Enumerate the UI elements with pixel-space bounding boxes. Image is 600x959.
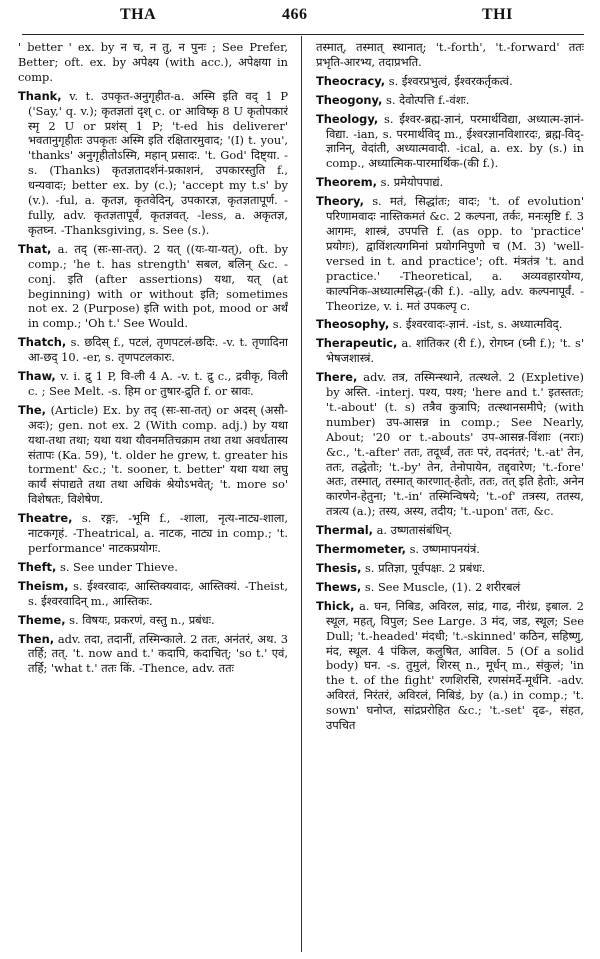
entry-headword: Thatch, [18, 335, 67, 350]
entry-definition: (Article) Ex. by तद् (सः-सा-तत्) or अदस् (असौ-अदः); gen. not ex. 2 (With comp. adj.) by यथा यथा-तथा तथा; यथा यथा यौवनमतिचक्राम तथा तथा अवर्धतास्य संतापः (Ka. 59), 't. older he grew, t. greater his torment' &c.; 't. sooner, t. better' यथा यथा लघु कार्यं संपाद्यते तथा तथा अधिकं श्रेयोऽभवेत्; 't. more so' विशेषतः, विशेषेण. [28, 402, 288, 507]
entry-headword: Theme, [18, 612, 66, 627]
entry-definition: तस्मात्, तस्मात् स्थानात्; 't.-forth', 't.-forward' ततः प्रभृति-आरभ्य, तदाप्रभति. [316, 40, 584, 69]
entry-definition: s. उष्णमापनयंत्रं. [409, 542, 480, 557]
entry-definition: s. See under Thieve. [59, 559, 178, 574]
continued-entry [18, 40, 288, 85]
dictionary-entry [316, 599, 584, 733]
header-rule [22, 34, 584, 35]
dictionary-entry [316, 370, 584, 519]
entry-headword: Thermal, [316, 523, 374, 538]
entry-headword: Thaw, [18, 369, 56, 384]
column-divider [301, 36, 302, 952]
entry-headword: Thermometer, [316, 542, 406, 557]
dictionary-entry [316, 317, 584, 332]
entry-headword: Theism, [18, 578, 69, 593]
entry-headword: That, [18, 241, 52, 256]
left-column [18, 40, 288, 952]
entry-headword: Theogony, [316, 92, 383, 107]
entry-definition: s. ईश्वरवादः-ज्ञानं. -ist, s. अध्यात्मविद्. [392, 317, 563, 332]
dictionary-entry [18, 560, 288, 575]
entry-definition: adv. तत्र, तस्मिन्स्थाने, तत्स्थले. 2 (Expletive) by अस्ति. -interj. पश्य, पश्य; 'here and t.' इतस्ततः; 't.-about' (t. s) तत्रैव कुत्रापि; तत्स्थानसमीपे; (with number) उप-आसन्न in comp.; See Nearly, About; '20 or t.-abouts' उप-आसन्न-विंशाः (नराः) &c., 't.-after' ततः, तदूर्ध्वं, ततः परं, तदनंतरं; 't.-at' तेन, ततः, तद्धेतोः; 't.-by' तेन, तेनोपायेन, तद्द्वारेण; 't.-fore' अतः, तस्मात्, तस्मात् कारणात्-हेतोः, ततः, तत् इति हेतोः, अनेन कारणेन-हेतुना; 't.-in' तस्मिन्विषये; 't.-of' तत्रस्य, ततस्य, तत्रत्य (a.); तस्य, अस्य, तदीय; 't.-upon' ततः, &c. [326, 370, 584, 519]
entry-headword: Thesis, [316, 561, 362, 575]
dictionary-entry [316, 542, 584, 557]
entry-definition: s. ईश्वरप्रभुत्वं, ईश्वरकर्तृकत्वं. [388, 73, 513, 88]
entry-headword: Thews, [316, 579, 362, 594]
dictionary-entry [18, 613, 288, 628]
entry-definition: s. ईश्वरवादः, आस्तिक्यवादः, आस्तिक्यं. -Theist, s. ईश्वरवादिन् m., आस्तिकः. [28, 578, 288, 608]
page-number: 466 [282, 6, 308, 23]
entry-definition: v. t. उपकृत-अनुगृहीत-a. अस्मि इति वद् 1 P ('Say,' q. v.); कृतज्ञतां दृश् c. or आविष्कृ 8 U कृतोपकारं स्मृ 2 U or प्रशंस् 1 P; 't-ed his deliverer' भवतानुगृहीतः उपकृतः अस्मि इति रक्षितारमुवाद; '(I) t. you', 'thanks' अनुगृहीतोऽस्मि, महान् प्रसादः. 't. God' दिष्ट्या. -s. (Thanks) कृतज्ञतादर्शनं-प्रकाशनं, उपकारस्तुति f., धन्यवादः; better ex. by (c.); 'accept my t.s' by (v.). -ful, a. कृतज्ञ, कृतवेदिन्, उपकारज्ञ, कृतज्ञतापूर्ण. -fully, adv. कृतज्ञतापूर्वं, कृतज्ञवत्. -less, a. अकृतज्ञ, कृतघ्न. -Thanksgiving, s. See (s.). [28, 88, 288, 237]
page-header [0, 6, 600, 30]
entry-definition: s. विषयः, प्रकरणं, वस्तु n., प्रबंधः. [69, 612, 215, 627]
dictionary-entry [18, 511, 288, 556]
entry-headword: The, [18, 402, 46, 417]
entry-definition: a. घन, निबिड, अविरल, सांद्र, गाढ, नीरंध्र, इबाल. 2 स्थूल, महत्, विपुल; See Large. 3 मंद, जड, स्थूल; See Dull; 't.-headed' मंदधी; 't.-skinned' कठिन, सहिष्णु, मंद, स्थूल. 4 पंकिल, कलुषित, आविल. 5 (Of a solid body) घन. -s. तुमुलं, शिरस् n., मूर्धन् m., संकुलं; 'in the t. of the fight' रणशिरसि, रणसंमर्दे-मूर्धनि. -adv. अविरतं, निरंतरं, अविरलं, निबिडं, by (a.) in comp.; 't. sown' घनोप्त, सांद्रप्ररोहित &c.; 't.-set' दृढ-, संहत, उपचित [326, 598, 584, 733]
header-left-guideword: THA [120, 6, 157, 23]
entry-headword: There, [316, 370, 358, 385]
dictionary-entry [316, 561, 584, 576]
entry-headword: Theocracy, [316, 73, 386, 88]
entry-headword: Therapeutic, [316, 336, 398, 351]
dictionary-entry [316, 175, 584, 190]
entry-headword: Thank, [18, 88, 62, 103]
dictionary-entry [316, 74, 584, 89]
entry-definition: ' better ' ex. by न च, न तु, न पुनः ; See Prefer, Better; oft. ex. by अपेक्ष्य (with acc.), अपेक्षया in comp. [18, 40, 288, 84]
entry-definition: s. देवोत्पत्ति f.-वंशः. [386, 92, 470, 107]
entry-definition: s. छदिस् f., पटलं, तृणपटलं-छदिः. -v. t. तृणादिना आ-छद् 10. -er, s. तृणपटलकारः. [28, 335, 288, 365]
entry-definition: s. See Muscle, (1). 2 शरीरबलं [364, 579, 521, 594]
entry-definition: a. तद् (सः-सा-तत्). 2 यत् ((यः-या-यत्), oft. by comp.; 'he t. has strength' सबल, बलिन् &c. -conj. इति (after assertions) यथा, यत् (at beginning) with or without इति; sometimes not ex. 2 (Purpose) इति with pot, mood or अर्थं in comp.; 'Oh t.' See Would. [28, 241, 288, 331]
entry-headword: Then, [18, 631, 55, 646]
entry-definition: a. शांतिकर (री f.), रोगघ्न (घ्नी f.); 't. s' भेषजशास्त्रं. [326, 336, 584, 366]
dictionary-entry [316, 336, 584, 366]
dictionary-entry [18, 335, 288, 365]
dictionary-entry [316, 580, 584, 595]
dictionary-entry [18, 632, 288, 677]
dictionary-entry [18, 89, 288, 238]
continued-entry [316, 40, 584, 70]
entry-definition: v. i. द्रु 1 P, वि-ली 4 A. -v. t. द्रु c., द्रवीकृ, विली c. ; See Melt. -s. हिम or तुषार-द्रुति f. or स्रावः. [28, 369, 288, 398]
entry-definition: a. उष्णतासंबंधिन्. [376, 523, 453, 538]
entry-definition: s. ईश्वर-ब्रह्म-ज्ञानं, परमार्थविद्या, अध्यात्म-ज्ञानं-विद्या. -ian, s. परमार्थविद् m., ईश्वरज्ञानविशारदः, ब्रह्म-विद्-ज्ञानिन्, वेदांती, अध्यात्मवादी. -ical, a. ex. by (s.) in comp., अध्यात्मिक-पारमार्थिक-(की f.). [326, 111, 584, 171]
dictionary-entry [316, 194, 584, 313]
dictionary-entry [316, 523, 584, 538]
dictionary-entry [316, 93, 584, 108]
dictionary-entry [316, 112, 584, 172]
entry-headword: Theory, [316, 194, 364, 209]
dictionary-entry [18, 369, 288, 399]
entry-definition: s. प्रमेयोपपाद्यं. [380, 175, 444, 190]
entry-definition: adv. तदा, तदानीं, तस्मिन्काले. 2 ततः, अनंतरं, अथ. 3 तर्हि; तत्. 't. now and t.' कदापि, कदाचित्; 'so t.' एवं, तर्हि; 'what t.' ततः किं. -Thence, adv. ततः [28, 631, 288, 676]
entry-definition: s. प्रतिज्ञा, पूर्वपक्षः. 2 प्रबंधः. [365, 561, 486, 575]
entry-headword: Theosophy, [316, 317, 390, 332]
entry-headword: Thick, [316, 598, 355, 613]
dictionary-entry [18, 403, 288, 507]
entry-headword: Theft, [18, 559, 57, 574]
entry-definition: s. मतं, सिद्धांतः; वादः; 't. of evolution' परिणामवादः नास्तिकमतं &c. 2 कल्पना, तर्कः, मनःसृष्टि f. 3 आगमः, शास्त्रं, उपपत्ति f. (as opp. to 'practice' प्रयोगः), द्वाविंशत्यगमिनां प्रयोगनिपुणो च (M. 3) 'well-versed in t. and practice'; oft. मंत्रतंत्र 't. and practice.' -Theoretical, a. अव्यवहारयोग्य, काल्पनिक-अध्यात्मसिद्ध-(की f.). -ally, adv. कल्पनापूर्वं. -Theorize, v. i. मतं उपकल्पृ c. [326, 194, 584, 313]
header-right-guideword: THI [482, 6, 513, 23]
entry-definition: s. रङ्गः, -भूमि f., -शाला, नृत्य-नाट्य-शाला, नाटकगृहं. -Theatrical, a. नाटक, नाट्य in comp.; 't. performance' नाटकप्रयोगः. [28, 511, 288, 555]
dictionary-entry [18, 242, 288, 331]
dictionary-entry [18, 579, 288, 609]
entry-headword: Theology, [316, 111, 379, 126]
entry-headword: Theorem, [316, 175, 377, 190]
right-column [316, 40, 584, 952]
entry-headword: Theatre, [18, 511, 73, 526]
